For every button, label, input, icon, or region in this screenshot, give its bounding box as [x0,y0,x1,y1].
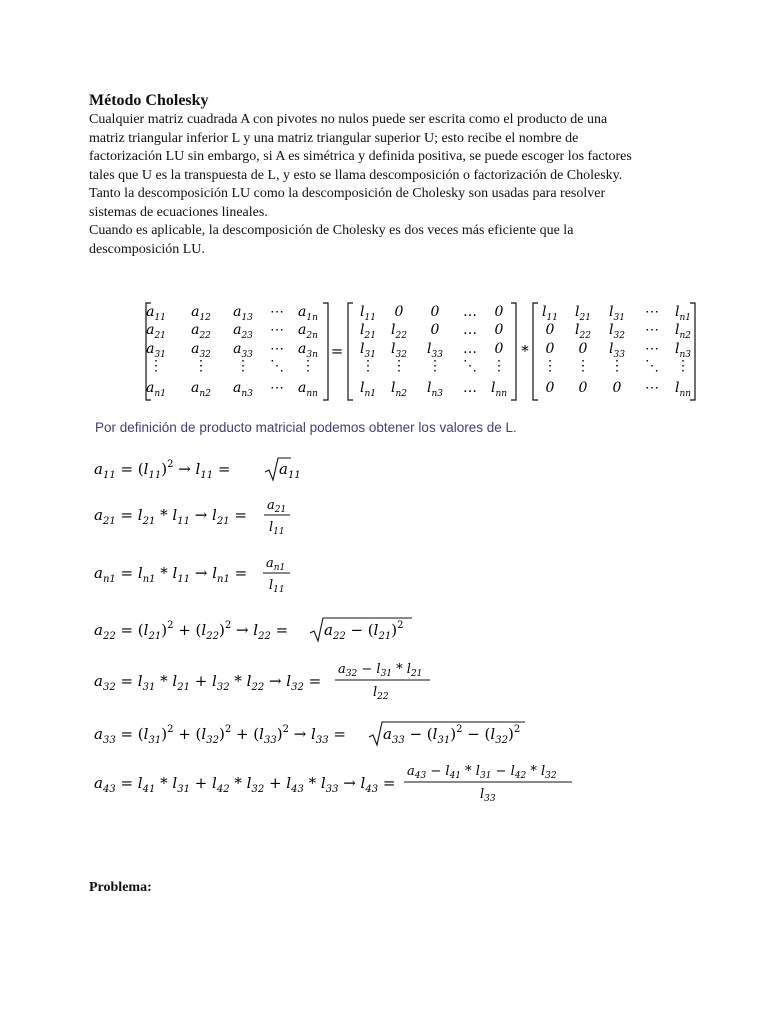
matrix-cell: ⋱ [463,358,477,374]
matrix-cell: 0 [494,322,504,338]
matrix-cell: $l_{21}$ [575,304,591,323]
matrix-cell: $l_{n3}$ [426,380,444,399]
matrix-cell: $a_{23}$ [233,322,253,341]
matrix-cell: 0 [494,304,504,320]
matrix-cell: ⋮ [610,358,624,374]
matrix-cell: $l_{nn}$ [674,380,692,399]
matrix-cell: ⋮ [428,358,442,374]
matrix-cell: 0 [578,341,588,357]
matrix-cell: … [463,380,477,396]
intro-line: sistemas de ecuaciones lineales. [89,204,268,220]
matrix-cell: $a_{12}$ [191,304,211,323]
matrix-cell: $l_{n1}$ [674,304,692,323]
matrix-cell: $l_{n2}$ [674,322,692,341]
matrix-cell: $a_{1n}$ [298,304,318,323]
matrix-cell: $l_{nn}$ [490,380,508,399]
matrix-cell: ⋱ [270,358,284,374]
matrix-cell: ⋮ [236,358,250,374]
matrix-cell: $l_{n3}$ [674,341,692,360]
matrix-cell: $l_{32}$ [609,322,625,341]
matrix-cell: $a_{13}$ [233,304,253,323]
matrix-cell: $a_{21}$ [146,322,166,341]
intro-paragraph [89,111,689,259]
svg-text:a22 − (l21)2: $a_{22} - (l_{21})^2$ [324,620,404,642]
equation-l21 [94,492,354,538]
svg-text:a22 = (l21)2 + (l22)2 → l22: $a_{22} = (l_{21})^2 + (l_{22})^2$ → $l_{22}$ = [94,620,289,642]
matrix-cell: ⋯ [270,380,284,396]
matrix-cell: $l_{11}$ [542,304,558,323]
matrix-cell: ⋮ [361,358,375,374]
matrix-cell: ⋯ [645,304,659,320]
matrix-l-right-bracket [511,303,516,400]
matrix-cell: ⋯ [645,341,659,357]
matrix-cell: $a_{nn}$ [298,380,318,399]
matrix-cell: ⋮ [576,358,590,374]
intro-line: Cualquier matriz cuadrada A con pivotes no nulos puede ser escrita como el producto de una [89,112,608,127]
matrix-cell: $l_{33}$ [427,341,443,360]
svg-text:a43 = l41 * l31 + l42 * l32 +: $a_{43} = l_{41} * l_{31} + l_{42} * l_{32} + l_{43} * l_{33}$ → $l_{43}$ = [94,774,396,795]
matrix-cell: $l_{11}$ [360,304,376,323]
matrix-cell: $l_{31}$ [360,341,376,360]
intro-line: Tanto la descomposición LU como la descomposición de Cholesky son usadas para resolver [89,186,606,201]
svg-text:a11: $a_{11}$ [279,460,301,481]
matrix-cell: 0 [545,341,555,357]
equation-l32 [94,658,454,704]
times-sign: * [521,342,529,360]
matrix-cell: $a_{11}$ [146,304,166,323]
matrix-cell: $l_{21}$ [360,322,376,341]
matrix-cell: $a_{n2}$ [191,380,211,399]
matrix-cell: ⋮ [392,358,406,374]
matrix-cell: ⋯ [645,380,659,396]
matrix-cell: ⋮ [194,358,208,374]
svg-text:an1: $a_{n1}$ [266,556,286,573]
matrix-cell: $l_{32}$ [391,341,407,360]
matrix-cell: $a_{22}$ [191,322,211,341]
matrix-cell: ⋯ [270,341,284,357]
equation-l22 [94,612,434,658]
equation-text: $a_{11} = (l_{11})^2$ → $l_{11}$ = [94,459,231,481]
matrix-cell: ⋱ [645,358,659,374]
intro-line: Cuando es aplicable, la descomposición de Cholesky es dos veces más eficiente que la [89,223,574,238]
matrix-l-left-bracket [348,303,353,400]
matrix-cell: $l_{22}$ [391,322,407,341]
equation-l33 [94,716,554,762]
matrix-cell: $a_{2n}$ [298,322,318,341]
svg-text:l22: $l_{22}$ [373,685,389,702]
problem-label: Problema: [89,880,152,895]
equals-sign: = [330,342,344,360]
matrix-cell: ⋮ [149,358,163,374]
matrix-cell: $l_{22}$ [575,322,591,341]
matrix-cell: 0 [578,380,588,396]
definition-caption: Por definición de producto matricial podemos obtener los valores de L. [95,420,517,435]
matrix-cell: $a_{n3}$ [233,380,253,399]
equation-l43 [94,760,594,806]
matrix-cell: $a_{33}$ [233,341,253,360]
matrix-cell: 0 [545,380,555,396]
matrix-cell: $l_{31}$ [609,304,625,323]
intro-line: descomposición LU. [89,241,205,257]
matrix-cell: ⋮ [492,358,506,374]
matrix-cell: $l_{n2}$ [390,380,408,399]
matrix-cell: ⋯ [645,322,659,338]
intro-line: tales que U es la transpuesta de L, y esto se llama descomposición o factorización de Cholesky. [89,167,623,183]
svg-text:l11: $l_{11}$ [269,520,285,537]
matrix-cell: 0 [430,304,440,320]
matrix-cell: 0 [494,341,504,357]
svg-text:a33 − (l31)2 − (l32)2: $a_{33} - (l_{31})^2 - (l_{32})^2$ [383,724,521,746]
matrix-cell: $a_{31}$ [146,341,166,360]
page-title: Método Cholesky [89,92,209,109]
svg-text:a21 = l21 * l11 → l21 =: $a_{21} = l_{21} * l_{11}$ → $l_{21}$ = [94,506,247,527]
matrix-cell: 0 [545,322,555,338]
matrix-a-right-bracket [323,303,328,400]
matrix-cell: … [463,304,477,320]
matrix-lt-left-bracket [533,303,538,400]
matrix-equation [143,300,703,405]
matrix-cell: $a_{n1}$ [146,380,166,399]
matrix-cell: … [463,322,477,338]
svg-text:a21: $a_{21}$ [267,498,287,515]
matrix-cell: 0 [612,380,622,396]
matrix-cell: $a_{3n}$ [298,341,318,360]
matrix-cell: … [463,341,477,357]
intro-line: matriz triangular inferior L y una matriz triangular superior U; esto recibe el nombre de [89,130,579,146]
svg-text:l33: $l_{33}$ [480,787,496,804]
equation-l11 [94,451,354,497]
svg-text:l11: $l_{11}$ [269,578,285,595]
matrix-cell: 0 [394,304,404,320]
matrix-cell: $l_{n1}$ [359,380,377,399]
matrix-cell: ⋯ [270,304,284,320]
matrix-cell: ⋯ [270,322,284,338]
matrix-cell: ⋮ [676,358,690,374]
matrix-cell: $a_{32}$ [191,341,211,360]
matrix-cell: $l_{33}$ [609,341,625,360]
equation-ln1 [94,550,354,596]
svg-text:a33 = (l31)2 + (l32)2 + (l33)2: $a_{33} = (l_{31})^2 + (l_{32})^2 + (l_{33})^2$ → $l_{33}$ = [94,724,346,746]
svg-text:a32 = l31 * l21 + l32 * l22 →: $a_{32} = l_{31} * l_{21} + l_{32} * l_{22}$ → $l_{32}$ = [94,672,322,693]
svg-text:an1 = ln1 * l11 → ln1 =: $a_{n1} = l_{n1} * l_{11}$ → $l_{n1}$ = [94,564,248,585]
intro-line: factorización LU sin embargo, si A es simétrica y definida positiva, se puede escoger los factores [89,149,632,164]
svg-text:a32 − l31 * l21: $a_{32} - l_{31} * l_{21}$ [338,662,423,679]
svg-text:a43 − l41 * l31 − l42 * l32: $a_{43} - l_{41} * l_{31} - l_{42} * l_{32}$ [407,764,557,781]
matrix-cell: ⋮ [301,358,315,374]
matrix-cell: ⋮ [543,358,557,374]
matrix-cell: 0 [430,322,440,338]
